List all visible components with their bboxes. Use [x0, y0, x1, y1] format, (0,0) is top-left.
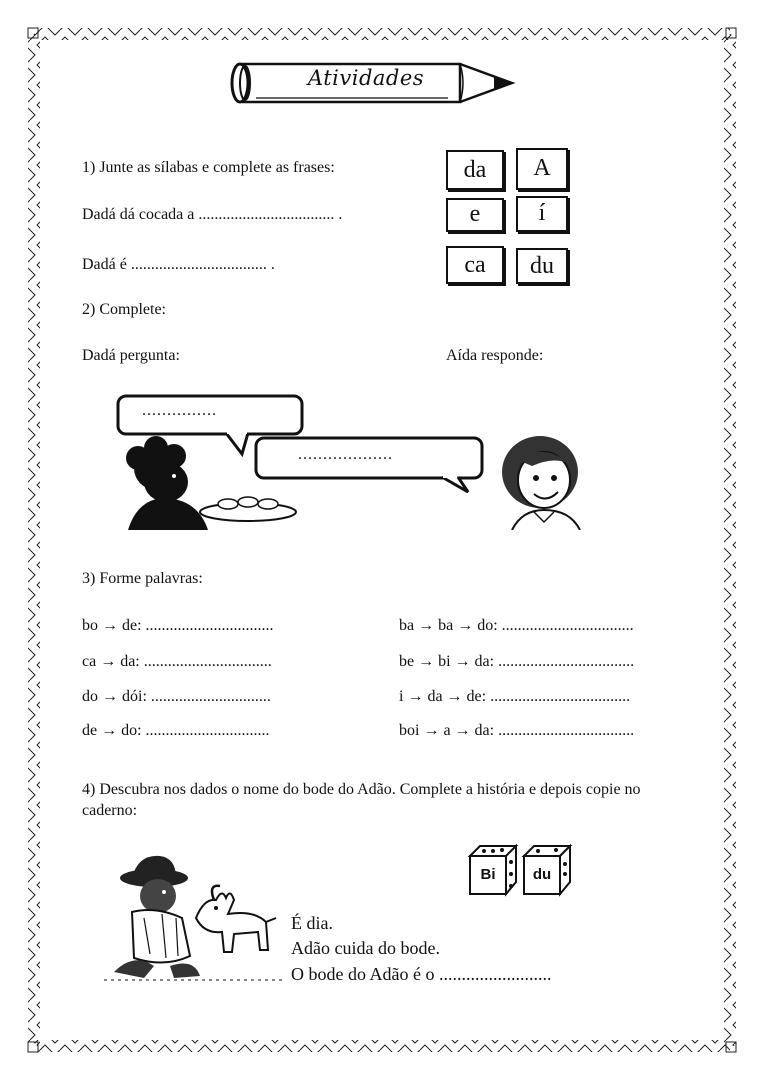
die-face-label: du — [532, 866, 552, 883]
q1-sentence-2: Dadá é .................................. . — [82, 256, 275, 273]
q2-right-label: Aída responde: — [446, 347, 544, 364]
q3-left-item: ca → da: ................................ — [82, 653, 272, 670]
die-face-label: Bi — [480, 866, 496, 883]
q4-prompt: 4) Descubra nos dados o nome do bode do Adão. Complete a história e depois copie no caderno: — [82, 781, 641, 819]
bubble-2-blank: ................... — [298, 446, 393, 463]
syllable-card: e — [446, 198, 504, 232]
q1-sentence-1: Dadá dá cocada a .................................. . — [82, 206, 343, 223]
syllable-card: da — [446, 150, 504, 190]
story-line: É dia. — [291, 913, 333, 933]
q3-left-item: do → dói: .............................. — [82, 688, 271, 705]
q2-prompt: 2) Complete: — [82, 301, 166, 318]
bubble-1-blank: ............... — [142, 402, 217, 419]
syllable-card: A — [516, 148, 568, 190]
q3-right-item: ba → ba → do: ................................. — [399, 617, 634, 634]
boy-and-goat-illustration — [104, 848, 284, 982]
syllable-card: du — [516, 248, 568, 284]
q3-right-item: boi → a → da: .................................. — [399, 722, 635, 739]
q3-right-item: be → bi → da: .................................. — [399, 653, 635, 670]
q3-left-item: de → do: ............................... — [82, 722, 270, 739]
q3-right-item: i → da → de: ................................... — [399, 688, 631, 705]
q1-prompt: 1) Junte as sílabas e complete as frases: — [82, 159, 335, 176]
story-line: Adão cuida do bode. — [291, 938, 440, 958]
syllable-card: í — [516, 196, 568, 232]
story-line: O bode do Adão é o ......................... — [291, 964, 552, 984]
page-title: Atividades — [307, 66, 425, 90]
q3-left-item: bo → de: ................................ — [82, 617, 274, 634]
q2-left-label: Dadá pergunta: — [82, 347, 180, 364]
syllable-card: ca — [446, 246, 504, 284]
q3-prompt: 3) Forme palavras: — [82, 570, 203, 587]
